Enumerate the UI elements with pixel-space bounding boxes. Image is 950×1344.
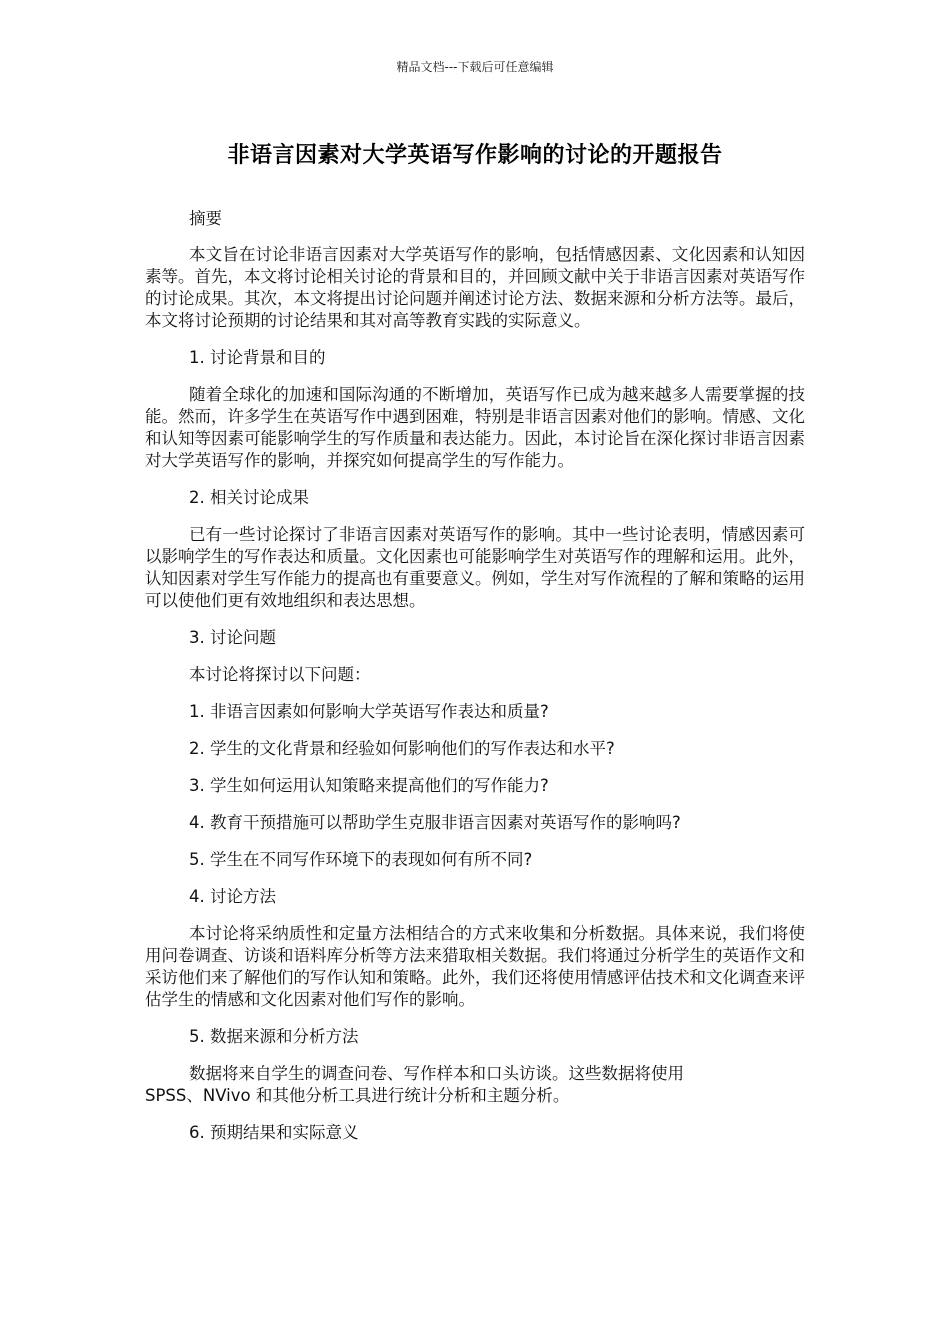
document-body [145, 208, 805, 1144]
questions-intro: 本讨论将探讨以下问题： [189, 665, 371, 684]
question-item-3: 3. 学生如何运用认知策略来提高他们的写作能力? [189, 776, 549, 795]
section-paragraph-data-sources-line1: 数据将来自学生的调查问卷、写作样本和口头访谈。这些数据将使用 [189, 1064, 684, 1083]
section-paragraph-background: 随着全球化的加速和国际沟通的不断增加，英语写作已成为越来越多人需要掌握的技能。然而，许多学生在英语写作中遇到困难，特别是非语言因素对他们的影响。情感、文化和认知等因素可能影响学生的写作质量和表达能力。因此，本讨论旨在深化探讨非语言因素对大学英语写作的影响，并探究如何提高学生的写作能力。 [145, 385, 805, 470]
section-heading-data-sources: 5. 数据来源和分析方法 [189, 1027, 359, 1046]
document-title: 非语言因素对大学英语写作影响的讨论的开题报告 [227, 143, 723, 168]
section-heading-related-work: 2. 相关讨论成果 [189, 488, 309, 507]
section-paragraph-methods: 本讨论将采纳质性和定量方法相结合的方式来收集和分析数据。具体来说，我们将使用问卷调查、访谈和语料库分析等方法来猎取相关数据。我们将通过分析学生的英语作文和采访他们来了解他们的写作认知和策略。此外，我们还将使用情感评估技术和文化调查来评估学生的情感和文化因素对他们写作的影响。 [145, 924, 805, 1009]
question-item-5: 5. 学生在不同写作环境下的表现如何有所不同? [189, 850, 533, 869]
section-heading-background: 1. 讨论背景和目的 [189, 348, 326, 367]
section-paragraph-related-work: 已有一些讨论探讨了非语言因素对英语写作的影响。其中一些讨论表明，情感因素可以影响学生的写作表达和质量。文化因素也可能影响学生对英语写作的理解和运用。此外，认知因素对学生写作能力的提高也有重要意义。例如，学生对写作流程的了解和策略的运用可以使他们更有效地组织和表达思想。 [145, 525, 805, 610]
question-item-4: 4. 教育干预措施可以帮助学生克服非语言因素对英语写作的影响吗? [189, 813, 681, 832]
abstract-paragraph: 本文旨在讨论非语言因素对大学英语写作的影响，包括情感因素、文化因素和认知因素等。首先，本文将讨论相关讨论的背景和目的，并回顾文献中关于非语言因素对英语写作的讨论成果。其次，本文将提出讨论问题并阐述讨论方法、数据来源和分析方法等。最后，本文将讨论预期的讨论结果和其对高等教育实践的实际意义。 [145, 245, 805, 330]
section-heading-methods: 4. 讨论方法 [189, 887, 276, 906]
watermark-header: 精品文档---下载后可任意编辑 [396, 60, 554, 74]
section-heading-expected-results: 6. 预期结果和实际意义 [189, 1123, 359, 1142]
section-heading-questions: 3. 讨论问题 [189, 628, 276, 647]
abstract-label: 摘要 [189, 209, 222, 228]
question-item-2: 2. 学生的文化背景和经验如何影响他们的写作表达和水平? [189, 739, 615, 758]
section-paragraph-data-sources-line2: SPSS、NVivo 和其他分析工具进行统计分析和主题分析。 [145, 1086, 570, 1105]
question-item-1: 1. 非语言因素如何影响大学英语写作表达和质量? [189, 702, 549, 721]
